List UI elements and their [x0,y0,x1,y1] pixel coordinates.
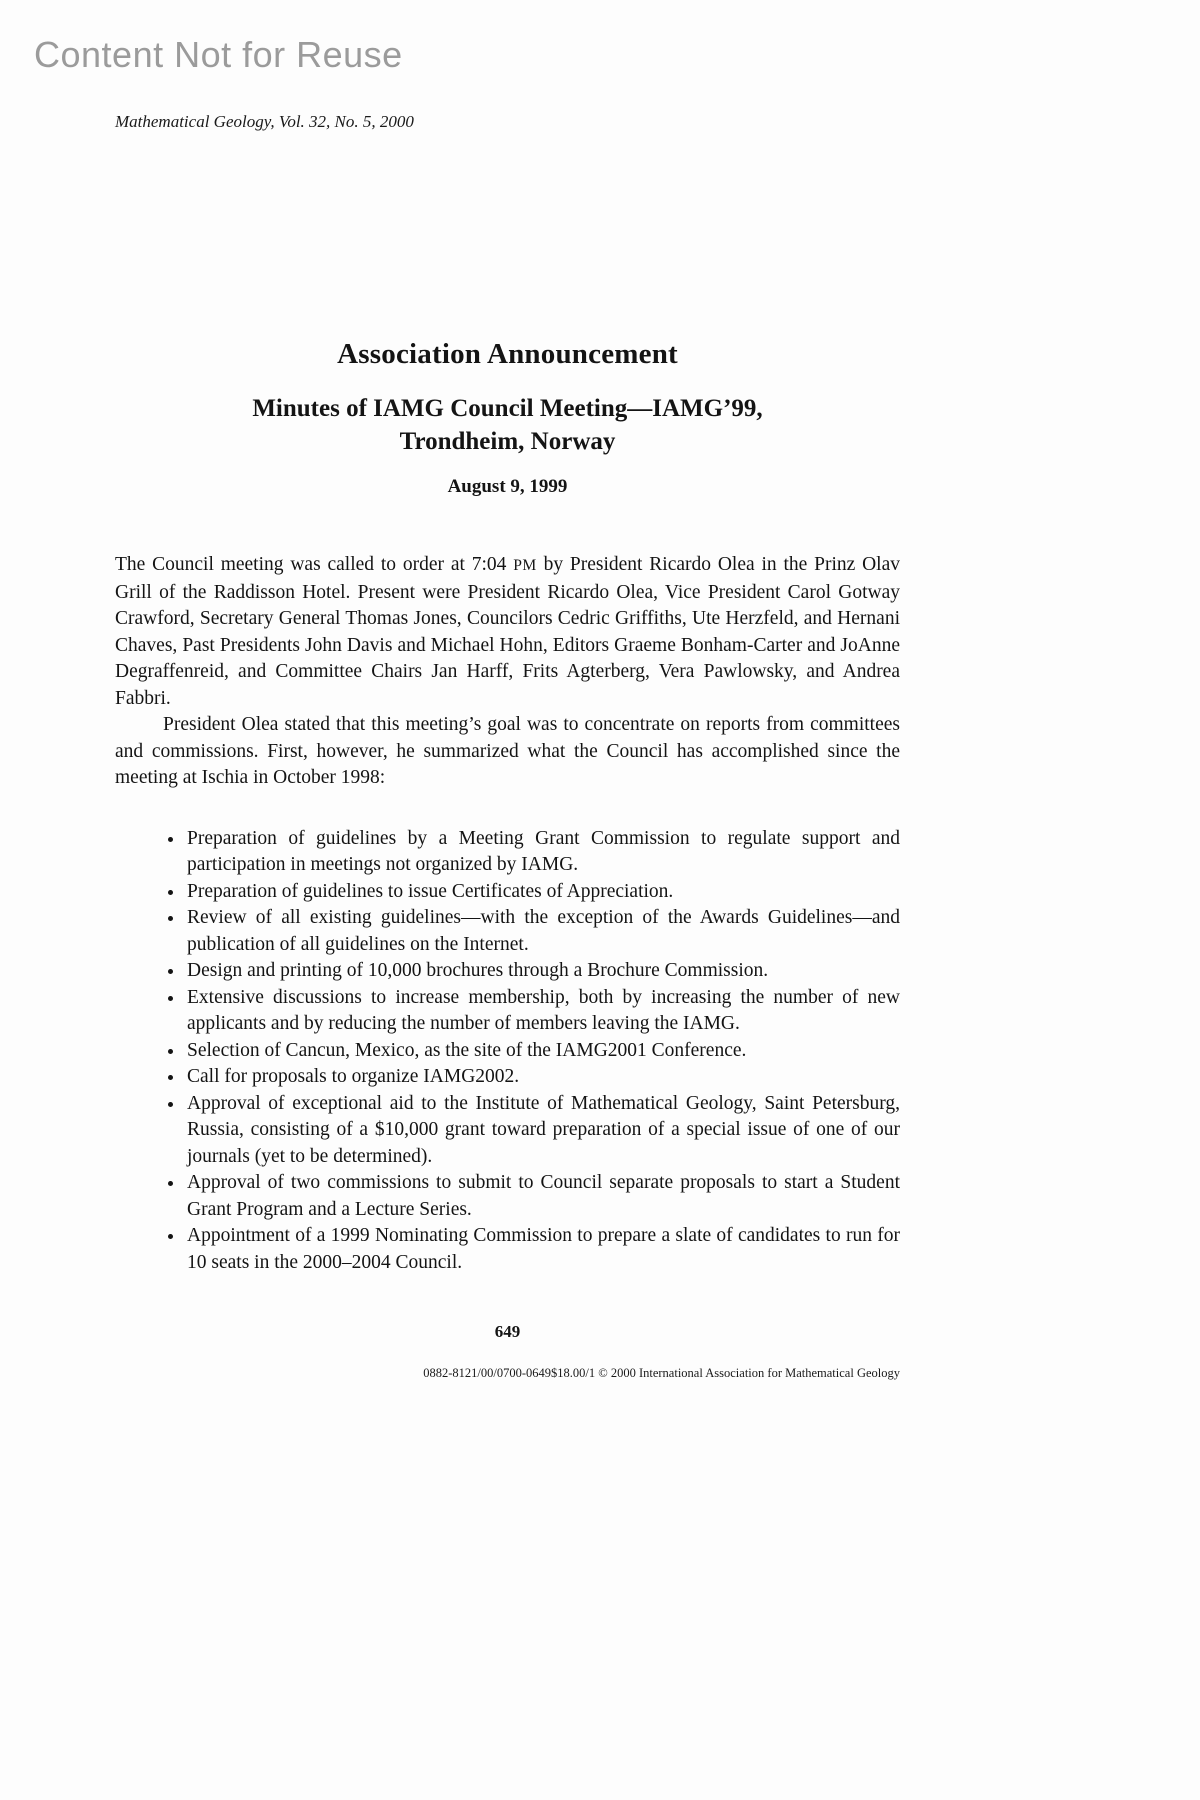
subtitle-line-1: Minutes of IAMG Council Meeting—IAMG’99, [252,395,763,422]
accomplishments-list [115,826,900,1277]
list-item [185,1064,900,1091]
list-item-text: Selection of Cancun, Mexico, as the site of the IAMG2001 Conference. [187,1039,747,1061]
paragraph-summary: President Olea stated that this meeting’s goal was to concentrate on reports from committees and commissions. First, however, he summarized what the Council has accomplished since the meeting at Ischia in October 1998: [115,714,900,788]
paragraph-opening [115,552,900,712]
meeting-date: August 9, 1999 [447,476,568,497]
page-number: 649 [494,1322,521,1341]
time-meridiem: PM [513,557,537,574]
journal-citation: Mathematical Geology, Vol. 32, No. 5, 2000 [115,112,414,131]
list-item [185,958,900,985]
subtitle-line-2: Trondheim, Norway [399,427,616,455]
list-item [185,905,900,958]
list-item-text: Call for proposals to organize IAMG2002. [187,1066,520,1087]
list-item [185,985,900,1038]
list-item [185,1091,900,1171]
paragraph-opening-start: The Council meeting was called to order at 7:04 [115,554,514,575]
article-content [115,338,900,1381]
list-item-text: Review of all existing guidelines—with the exception of the Awards Guidelines—and publication of all guidelines on the Internet. [187,907,900,955]
list-item-text: Appointment of a 1999 Nominating Commission to prepare a slate of candidates to run for 10 seats in the 2000–2004 Council. [187,1225,900,1273]
article-subtitle [115,393,900,458]
list-item-text: Design and printing of 10,000 brochures through a Brochure Commission. [187,960,769,981]
list-item-text: Extensive discussions to increase membership, both by increasing the number of new applicants and by reducing the number of members leaving the IAMG. [187,986,900,1034]
paragraph-opening-rest: by President Ricardo Olea in the Prinz Olav Grill of the Raddisson Hotel. Present were President Ricardo Olea, Vice President Carol Gotway Crawford, Secretary General Thomas Jones, Councilors Cedric Griffiths, Ute Herzfeld, and Hernani Chaves, Past Presidents John Davis and Michael Hohn, Editors Graeme Bonham-Carter and JoAnne Degraffenreid, and Committee Chairs Jan Harff, Frits Agterberg, Vera Pawlowsky, and Andrea Fabbri. [115,554,900,709]
copyright-line: 0882-8121/00/0700-0649$18.00/1 © 2000 International Association for Mathematical Geology [423,1366,900,1380]
list-item [185,1223,900,1276]
list-item-text: Approval of exceptional aid to the Institute of Mathematical Geology, Saint Petersburg, Russia, consisting of a $10,000 grant toward preparation of a special issue of one of our journals (yet to be determined). [187,1092,900,1167]
list-item [185,826,900,879]
list-item [185,1170,900,1223]
article-title: Association Announcement [337,338,678,370]
body-text [115,552,900,1276]
list-item-text: Preparation of guidelines to issue Certificates of Appreciation. [187,880,674,902]
list-item-text: Approval of two commissions to submit to Council separate proposals to start a Student Grant Program and a Lecture Series. [187,1172,900,1220]
list-item [185,879,900,906]
list-item-text: Preparation of guidelines by a Meeting Grant Commission to regulate support and participation in meetings not organized by IAMG. [187,827,900,875]
watermark-text: Content Not for Reuse [34,34,403,75]
list-item [185,1038,900,1065]
